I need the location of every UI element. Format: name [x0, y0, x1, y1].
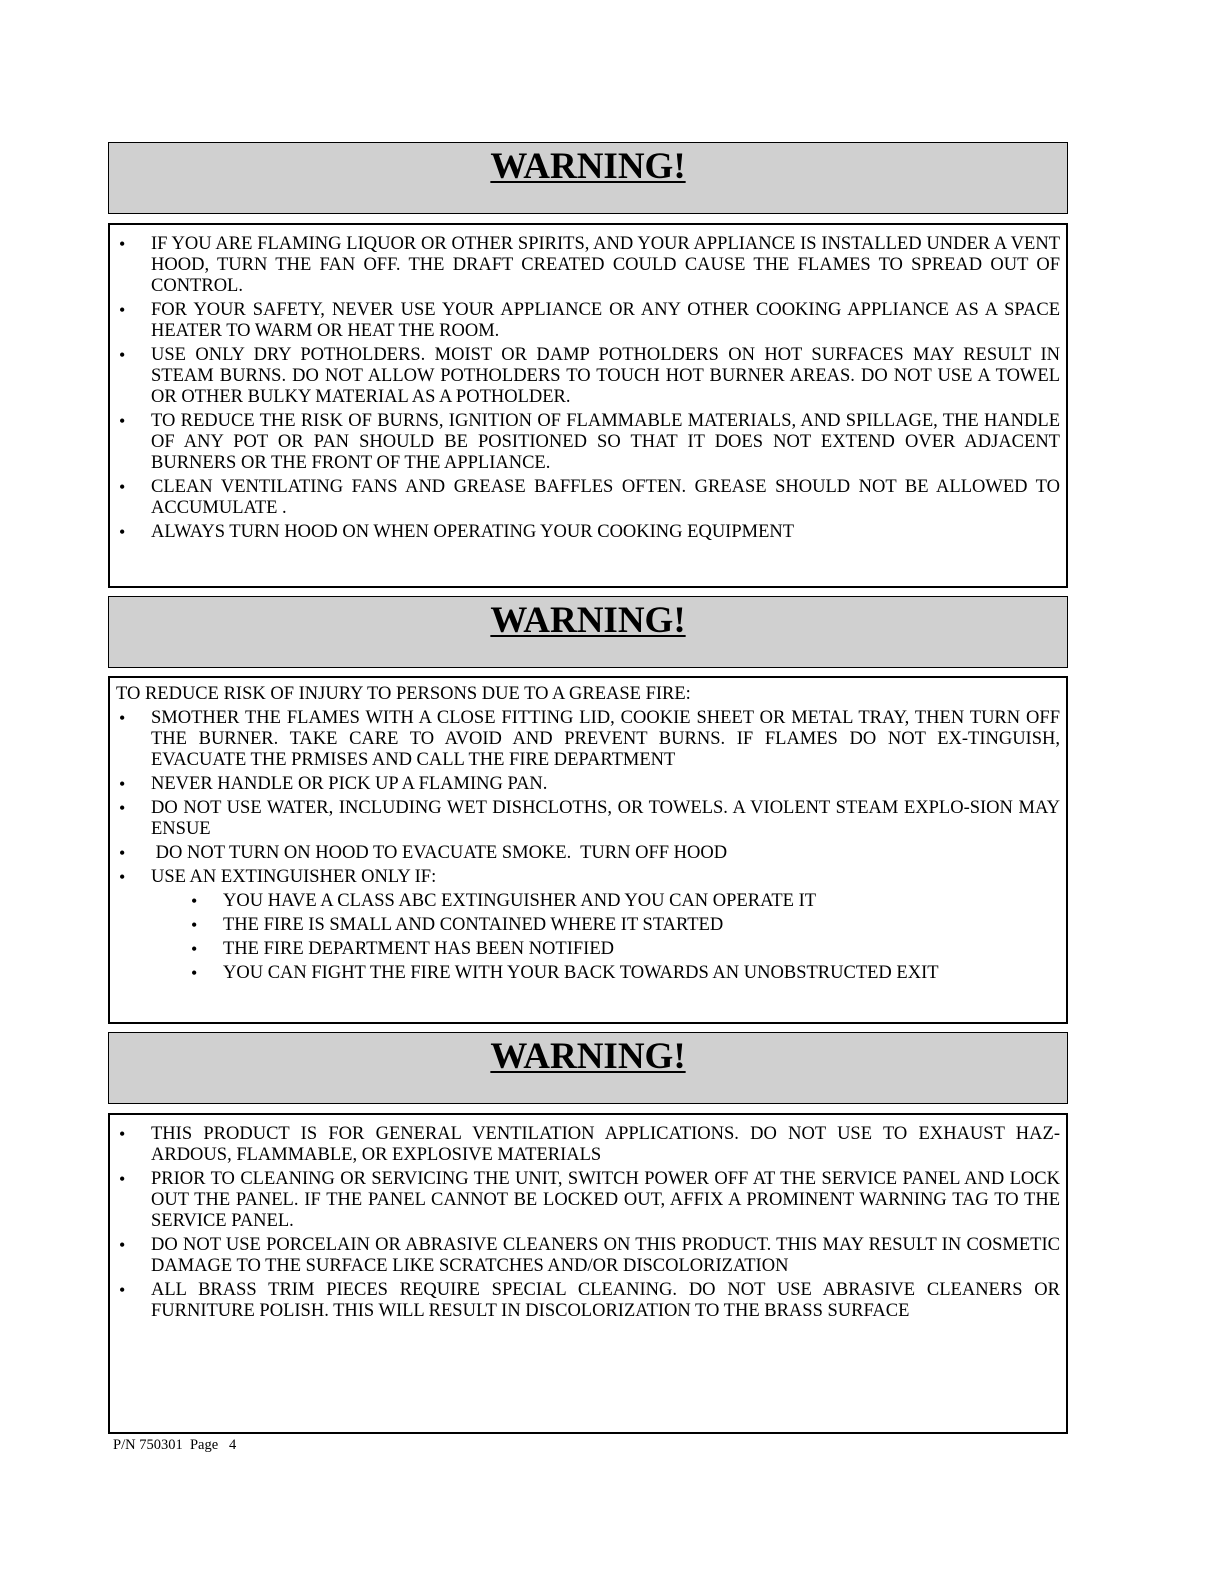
warning-banner-2 [108, 596, 1068, 668]
extinguisher-condition-item: • YOU HAVE A CLASS ABC EXTINGUISHER AND YOU CAN OPERATE IT [116, 891, 1060, 912]
list-item: • ALL BRASS TRIM PIECES REQUIRE SPECIAL CLEANING. DO NOT USE ABRASIVE CLEANERS OR FURNITURE POLISH. THIS WILL RESULT IN DISCOLORIZATION TO THE BRASS SURFACE [116, 1280, 1060, 1322]
list-item: • THIS PRODUCT IS FOR GENERAL VENTILATION APPLICATIONS. DO NOT USE TO EXHAUST HAZ-ARDOUS, FLAMMABLE, OR EXPLOSIVE MATERIALS [116, 1124, 1060, 1166]
list-item: • FOR YOUR SAFETY, NEVER USE YOUR APPLIANCE OR ANY OTHER COOKING APPLIANCE AS A SPACE HEATER TO WARM OR HEAT THE ROOM. [116, 300, 1060, 342]
extinguisher-condition-item: • THE FIRE IS SMALL AND CONTAINED WHERE IT STARTED [116, 915, 1060, 936]
warning-box-2 [108, 676, 1068, 1024]
warning-list-2 [116, 708, 1060, 984]
warning-list-1 [116, 234, 1060, 543]
warning-list-3 [116, 1124, 1060, 1322]
warning-banner-3 [108, 1032, 1068, 1104]
extinguisher-condition-item: • YOU CAN FIGHT THE FIRE WITH YOUR BACK TOWARDS AN UNOBSTRUCTED EXIT [116, 963, 1060, 984]
extinguisher-condition-item: • THE FIRE DEPARTMENT HAS BEEN NOTIFIED [116, 939, 1060, 960]
list-item: • DO NOT USE PORCELAIN OR ABRASIVE CLEANERS ON THIS PRODUCT. THIS MAY RESULT IN COSMETIC DAMAGE TO THE SURFACE LIKE SCRATCHES AND/OR DISCOLORIZATION [116, 1235, 1060, 1277]
list-item: • ALWAYS TURN HOOD ON WHEN OPERATING YOUR COOKING EQUIPMENT [116, 522, 1060, 543]
list-item: • DO NOT USE WATER, INCLUDING WET DISHCLOTHS, OR TOWELS. A VIOLENT STEAM EXPLO-SION MAY ENSUE [116, 798, 1060, 840]
list-item: • DO NOT TURN ON HOOD TO EVACUATE SMOKE. TURN OFF HOOD [116, 843, 1060, 864]
warning-title-2: WARNING! [490, 600, 686, 641]
list-item: • NEVER HANDLE OR PICK UP A FLAMING PAN. [116, 774, 1060, 795]
list-item: • PRIOR TO CLEANING OR SERVICING THE UNIT, SWITCH POWER OFF AT THE SERVICE PANEL AND LOCK OUT THE PANEL. IF THE PANEL CANNOT BE LOCKED OUT, AFFIX A PROMINENT WARNING TAG TO THE SERVICE PANEL. [116, 1169, 1060, 1232]
list-item: • TO REDUCE THE RISK OF BURNS, IGNITION OF FLAMMABLE MATERIALS, AND SPILLAGE, THE HANDLE OF ANY POT OR PAN SHOULD BE POSITIONED SO THAT IT DOES NOT EXTEND OVER ADJACENT BURNERS OR THE FRONT OF THE APPLIANCE. [116, 411, 1060, 474]
list-item: • CLEAN VENTILATING FANS AND GREASE BAFFLES OFTEN. GREASE SHOULD NOT BE ALLOWED TO ACCUMULATE . [116, 477, 1060, 519]
list-item: • USE ONLY DRY POTHOLDERS. MOIST OR DAMP POTHOLDERS ON HOT SURFACES MAY RESULT IN STEAM BURNS. DO NOT ALLOW POTHOLDERS TO TOUCH HOT BURNER AREAS. DO NOT USE A TOWEL OR OTHER BULKY MATERIAL AS A POTHOLDER. [116, 345, 1060, 408]
list-item: • SMOTHER THE FLAMES WITH A CLOSE FITTING LID, COOKIE SHEET OR METAL TRAY, THEN TURN OFF THE BURNER. TAKE CARE TO AVOID AND PREVENT BURNS. IF FLAMES DO NOT EX-TINGUISH, EVACUATE THE PRMISES AND CALL THE FIRE DEPARTMENT [116, 708, 1060, 771]
warning-box-3 [108, 1113, 1068, 1434]
warning-banner-1 [108, 142, 1068, 214]
page-footer: P/N 750301 Page 4 [113, 1437, 237, 1453]
grease-fire-intro: TO REDUCE RISK OF INJURY TO PERSONS DUE TO A GREASE FIRE: [116, 684, 691, 704]
warning-title-1: WARNING! [490, 146, 686, 187]
warning-box-1 [108, 223, 1068, 588]
list-item: • IF YOU ARE FLAMING LIQUOR OR OTHER SPIRITS, AND YOUR APPLIANCE IS INSTALLED UNDER A VENT HOOD, TURN THE FAN OFF. THE DRAFT CREATED COULD CAUSE THE FLAMES TO SPREAD OUT OF CONTROL. [116, 234, 1060, 297]
list-item: • USE AN EXTINGUISHER ONLY IF: [116, 867, 1060, 888]
warning-title-3: WARNING! [490, 1036, 686, 1077]
